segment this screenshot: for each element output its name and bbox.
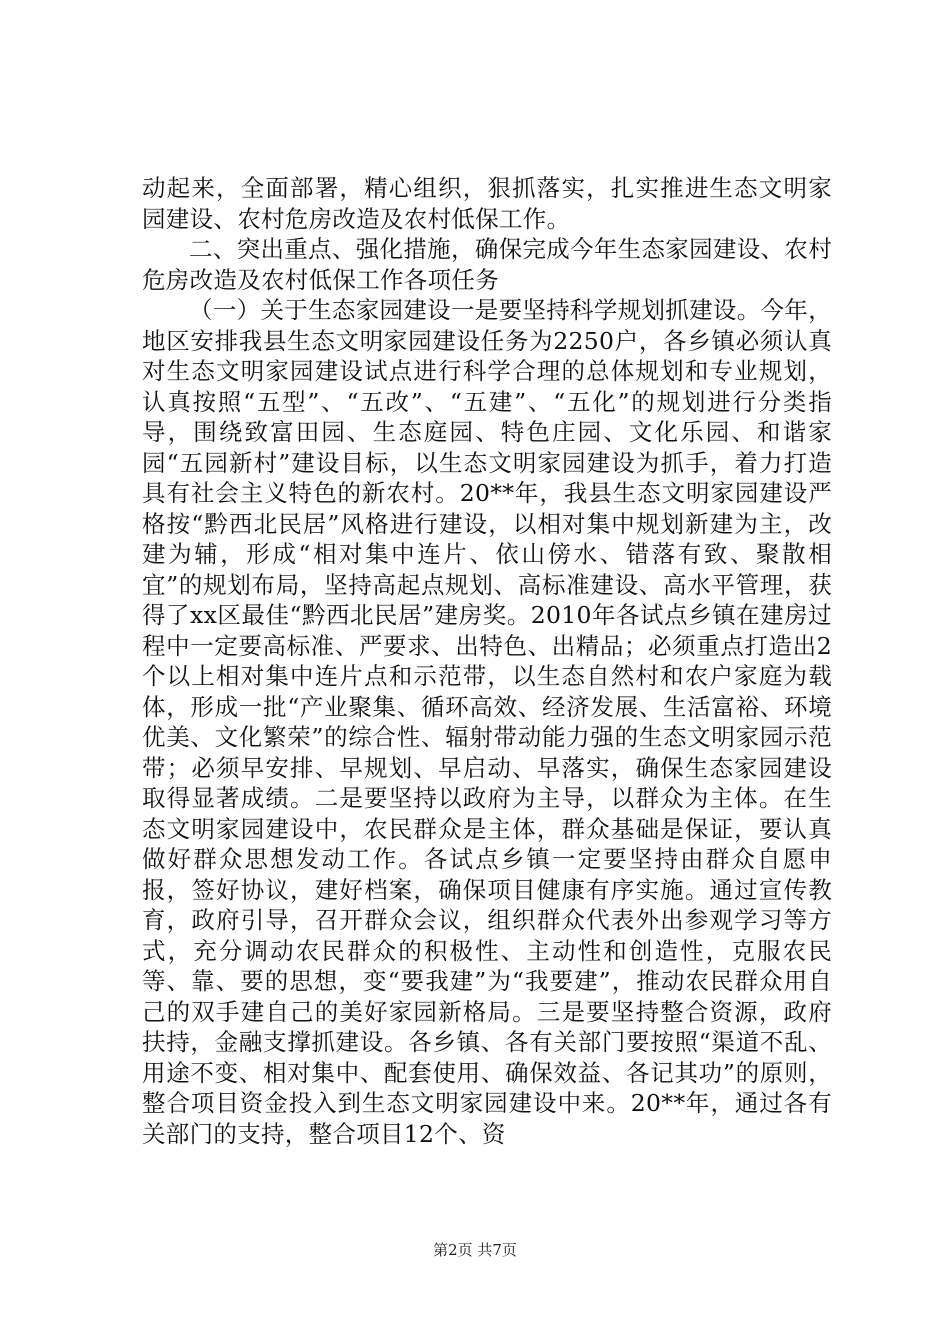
document-body bbox=[142, 173, 832, 1149]
section-heading: 二、突出重点、强化措施，确保完成今年生态家园建设、农村危房改造及农村低保工作各项任务 bbox=[142, 235, 832, 294]
page-number-footer: 第2页 共7页 bbox=[433, 1241, 517, 1259]
paragraph-continuation: 动起来，全面部署，精心组织，狠抓落实，扎实推进生态文明家园建设、农村危房改造及农村低保工作。 bbox=[142, 174, 832, 233]
paragraph-ecological-home: （一）关于生态家园建设一是要坚持科学规划抓建设。今年，地区安排我县生态文明家园建设任务为2250户，各乡镇必须认真对生态文明家园建设试点进行科学合理的总体规划和专业规划，认真按照“五型”、“五改”、“五建”、“五化”的规划进行分类指导，围绕致富田园、生态庭园、特色庄园、文化乐园、和谐家园“五园新村”建设目标，以生态文明家园建设为抓手，着力打造具有社会主义特色的新农村。20**年，我县生态文明家园建设严格按“黔西北民居”风格进行建设，以相对集中规划新建为主，改建为辅，形成“相对集中连片、依山傍水、错落有致、聚散相宜”的规划布局，坚持高起点规划、高标准建设、高水平管理，获得了xx区最佳“黔西北民居”建房奖。2010年各试点乡镇在建房过程中一定要高标准、严要求、出特色、出精品；必须重点打造出2个以上相对集中连片点和示范带，以生态自然村和农户家庭为载体，形成一批“产业聚集、循环高效、经济发展、生活富裕、环境优美、文化繁荣”的综合性、辐射带动能力强的生态文明家园示范带；必须早安排、早规划、早启动、早落实，确保生态家园建设取得显著成绩。二是要坚持以政府为主导，以群众为主体。在生态文明家园建设中，农民群众是主体，群众基础是保证，要认真做好群众思想发动工作。各试点乡镇一定要坚持由群众自愿申报，签好协议，建好档案，确保项目健康有序实施。通过宣传教育，政府引导，召开群众会议，组织群众代表外出参观学习等方式，充分调动农民群众的积极性、主动性和创造性，克服农民等、靠、要的思想，变“要我建”为“我要建”，推动农民群众用自己的双手建自己的美好家园新格局。三是要坚持整合资源，政府扶持，金融支撑抓建设。各乡镇、各有关部门要按照“渠道不乱、用途不变、相对集中、配套使用、确保效益、各记其功”的原则，整合项目资金投入到生态文明家园建设中来。20**年，通过各有关部门的支持，整合项目12个、资 bbox=[142, 296, 832, 1148]
